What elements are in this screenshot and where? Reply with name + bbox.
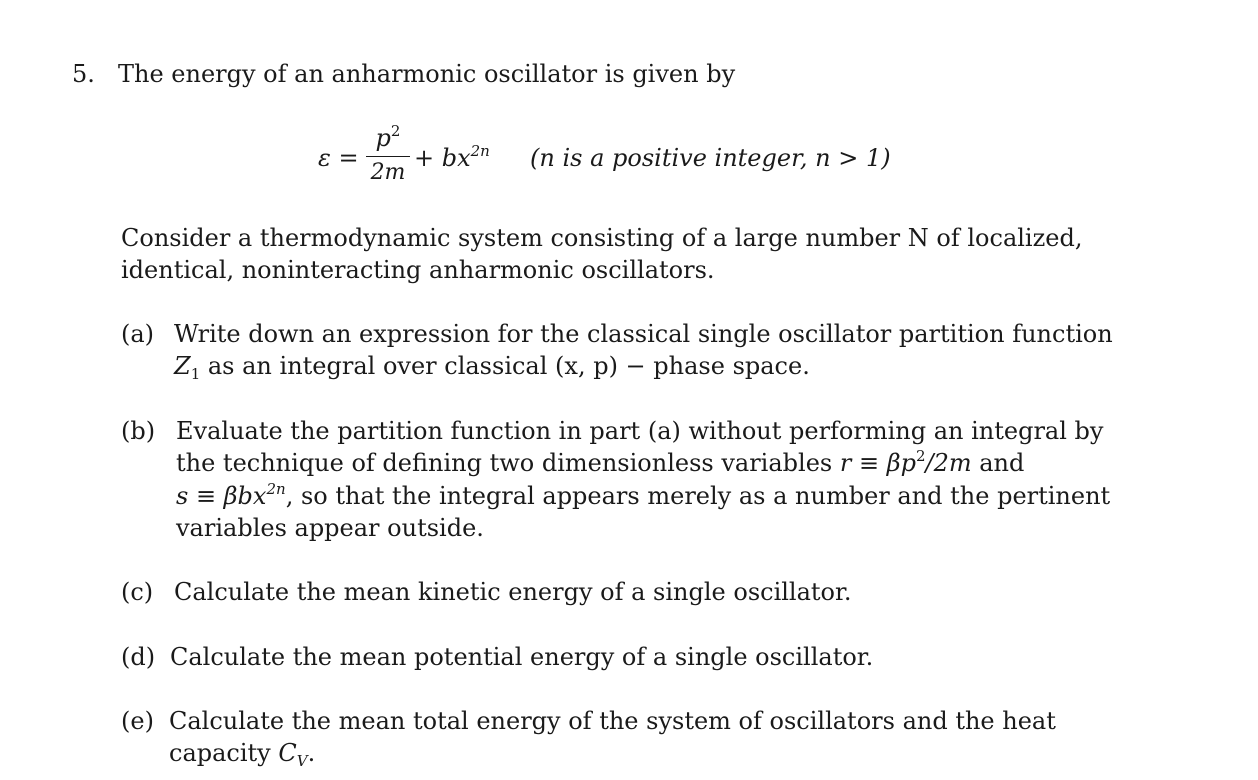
formula-numerator-exp: 2 — [390, 122, 401, 140]
part-b-label: (b) — [121, 417, 156, 445]
consider-line-2: identical, noninteracting anharmonic oscillators. — [121, 256, 715, 284]
problem-number: 5. — [72, 60, 95, 88]
energy-formula — [318, 118, 918, 198]
formula-term: + $bx^{2n}$ — [414, 142, 490, 172]
part-e-label: (e) — [121, 707, 154, 735]
part-c-line-1: Calculate the mean kinetic energy of a single oscillator. — [174, 578, 852, 606]
part-b-line-1: Evaluate the partition function in part (a) without performing an integral by — [176, 417, 1104, 445]
part-a-line-1: Write down an expression for the classical single oscillator partition function — [174, 320, 1113, 348]
part-b-line-4: variables appear outside. — [176, 514, 484, 542]
part-c-label: (c) — [121, 578, 154, 606]
problem-intro: The energy of an anharmonic oscillator is given by — [118, 60, 736, 88]
formula-lhs: ε = — [318, 144, 359, 172]
consider-line-1: Consider a thermodynamic system consisting of a large number N of localized, — [121, 224, 1083, 252]
part-d-line-1: Calculate the mean potential energy of a single oscillator. — [170, 643, 874, 671]
formula-term-exp: 2n — [470, 142, 490, 160]
formula-numerator: p — [375, 124, 391, 152]
part-b-line-3: s ≡ βbx$^{2n}$, so that the integral appears merely as a number and the pertinent — [176, 480, 1111, 510]
part-d-label: (d) — [121, 643, 156, 671]
part-e-line-2: capacity $C_V$. — [169, 739, 316, 770]
formula-fraction — [366, 118, 410, 189]
formula-denominator: 2m — [370, 160, 406, 185]
part-a-line-2: $Z_1$ as an integral over classical (x, p) − phase space. — [174, 352, 810, 383]
part-e-line-1: Calculate the mean total energy of the system of oscillators and the heat — [169, 707, 1056, 735]
part-b-line-2: the technique of defining two dimensionless variables $r \equiv \beta p^2/2m$ and — [176, 447, 1025, 477]
formula-condition: (n is a positive integer, n > 1) — [530, 144, 891, 172]
part-a-label: (a) — [121, 320, 155, 348]
